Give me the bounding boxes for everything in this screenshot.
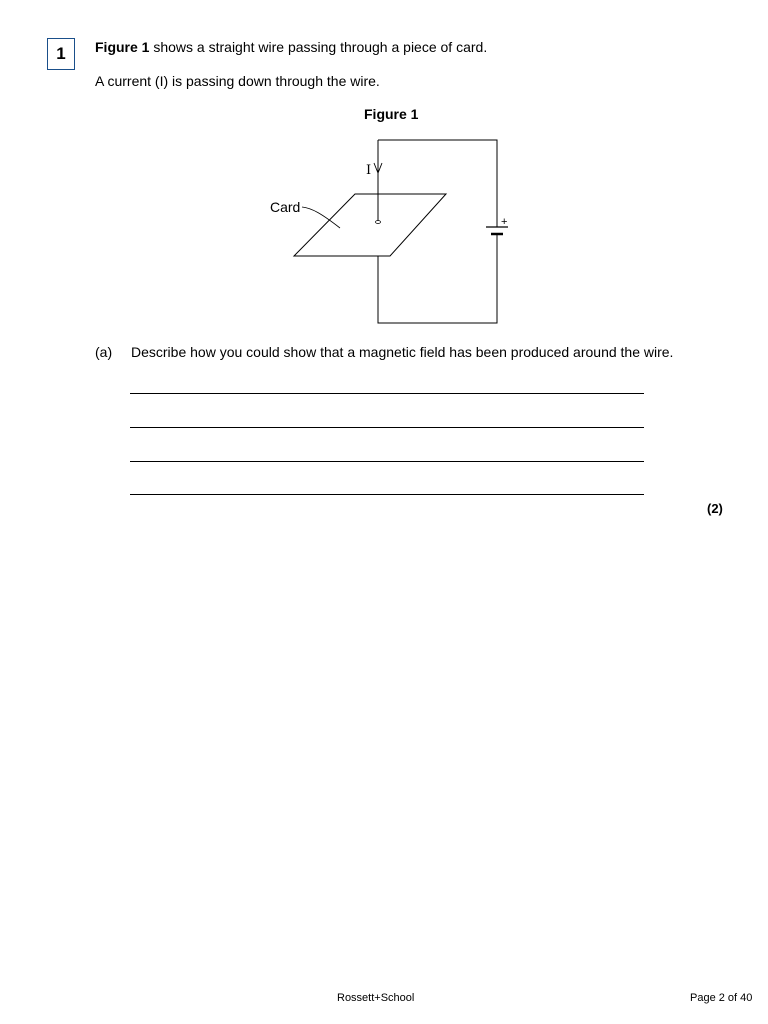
circuit-diagram [260,130,520,330]
intro-text: shows a straight wire passing through a piece of card. [149,39,488,55]
marks-available: (2) [707,501,723,516]
footer-school: Rossett+School [337,992,415,1004]
part-a-question: Describe how you could show that a magnetic field has been produced around the wire. [131,344,674,360]
question-intro [95,38,487,56]
answer-line[interactable] [130,461,644,462]
battery-positive-sign: + [501,216,508,228]
question-number: 1 [47,38,75,70]
answer-line[interactable] [130,393,644,394]
current-label: I [366,163,372,178]
card-shape [294,194,446,256]
figure-title: Figure 1 [364,106,419,122]
card-label: Card [270,199,301,215]
answer-line[interactable] [130,494,644,495]
footer-page-number: Page 2 of 40 [690,992,753,1004]
part-a-label: (a) [95,344,113,360]
figure-reference: Figure 1 [95,39,150,55]
answer-line[interactable] [130,427,644,428]
wire-hole [376,221,381,224]
current-statement: A current (I) is passing down through the wire. [95,73,380,89]
